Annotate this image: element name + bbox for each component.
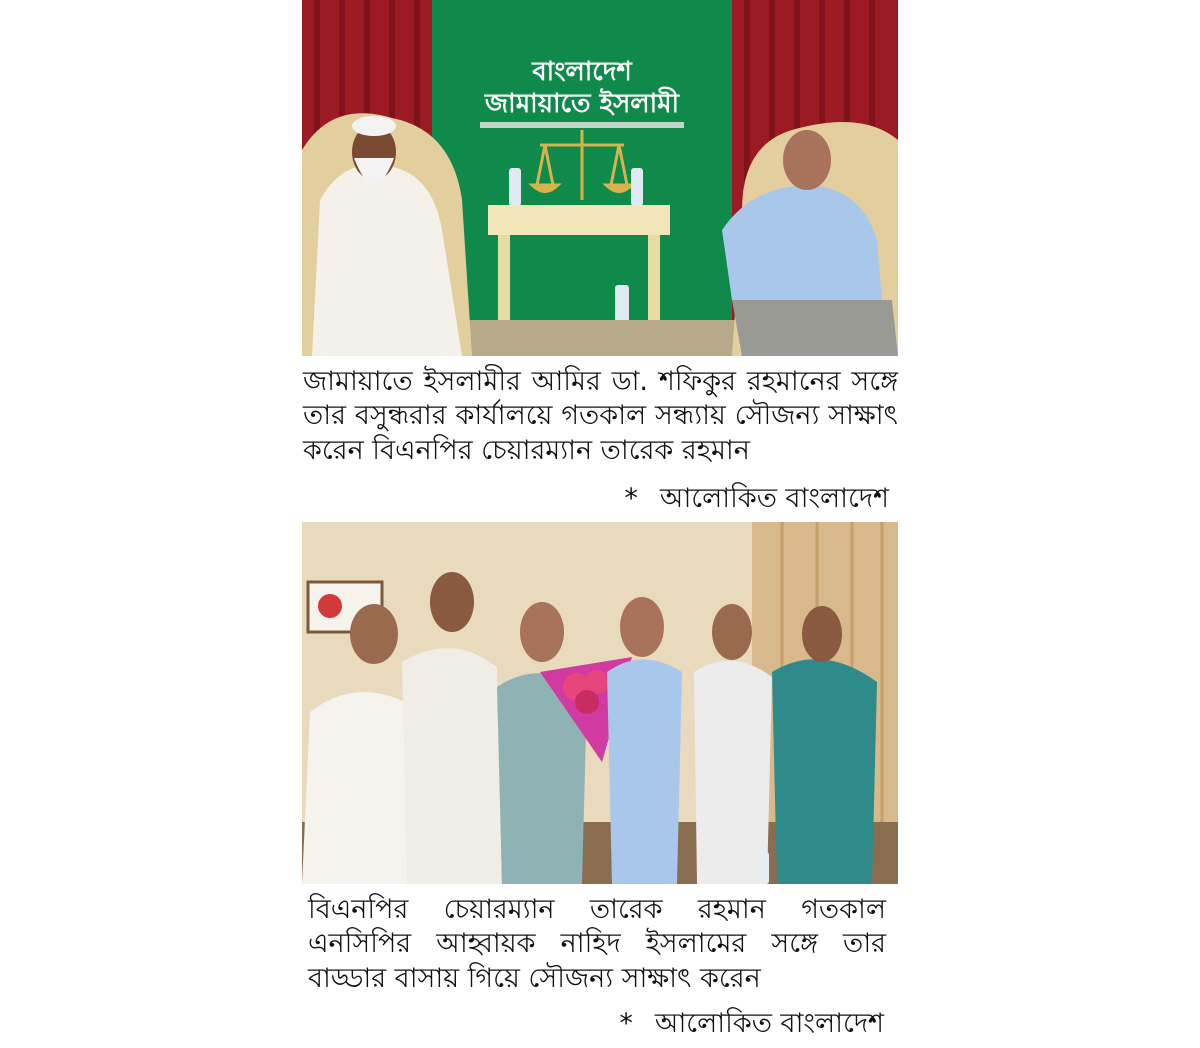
- side-table-top: [488, 205, 670, 235]
- water-bottle: [757, 852, 769, 884]
- photo-caption-2: [308, 893, 886, 996]
- photo-credit-2: [619, 1003, 884, 1048]
- painting-sun: [318, 594, 342, 618]
- water-bottle: [509, 168, 521, 206]
- caption-1-text: জামায়াতে ইসলামীর আমির ডা. শফিকুর রহমানের সঙ্গে তার বসুন্ধরার কার্যালয়ে গতকাল সন্ধ্যায় সৌজন্য সাক্ষাৎ করেন বিএনপির চেয়ারম্যান তারেক রহমান: [303, 366, 898, 466]
- photo-meeting-jamaat-office: [302, 0, 898, 356]
- person-right-trousers: [732, 300, 898, 356]
- banner-line-1: বাংলাদেশ: [532, 57, 632, 87]
- credit-source: আলোকিত বাংলাদেশ: [654, 1008, 884, 1039]
- credit-source: আলোকিত বাংলাদেশ: [659, 483, 889, 514]
- photo-1-illustration: [302, 0, 898, 356]
- photo-2-illustration: [302, 522, 898, 884]
- photo-caption-1: [303, 365, 898, 468]
- person-right-face: [783, 130, 831, 190]
- photo-credit-1: [624, 478, 889, 523]
- banner-subtitle-strip: [480, 122, 684, 128]
- water-bottle: [631, 168, 643, 206]
- credit-asterisk: *: [624, 483, 638, 514]
- caption-2-text: বিএনপির চেয়ারম্যান তারেক রহমান গতকাল এনসিপির আহ্বায়ক নাহিদ ইসলামের সঙ্গে তার বাড্ডার বাসায় গিয়ে সৌজন্য সাক্ষাৎ করেন: [308, 894, 886, 994]
- person-left-cap: [352, 116, 396, 136]
- banner-line-2: জামায়াতে ইসলামী: [484, 89, 680, 119]
- photo-meeting-ncp-residence: [302, 522, 898, 884]
- credit-asterisk: *: [619, 1008, 633, 1039]
